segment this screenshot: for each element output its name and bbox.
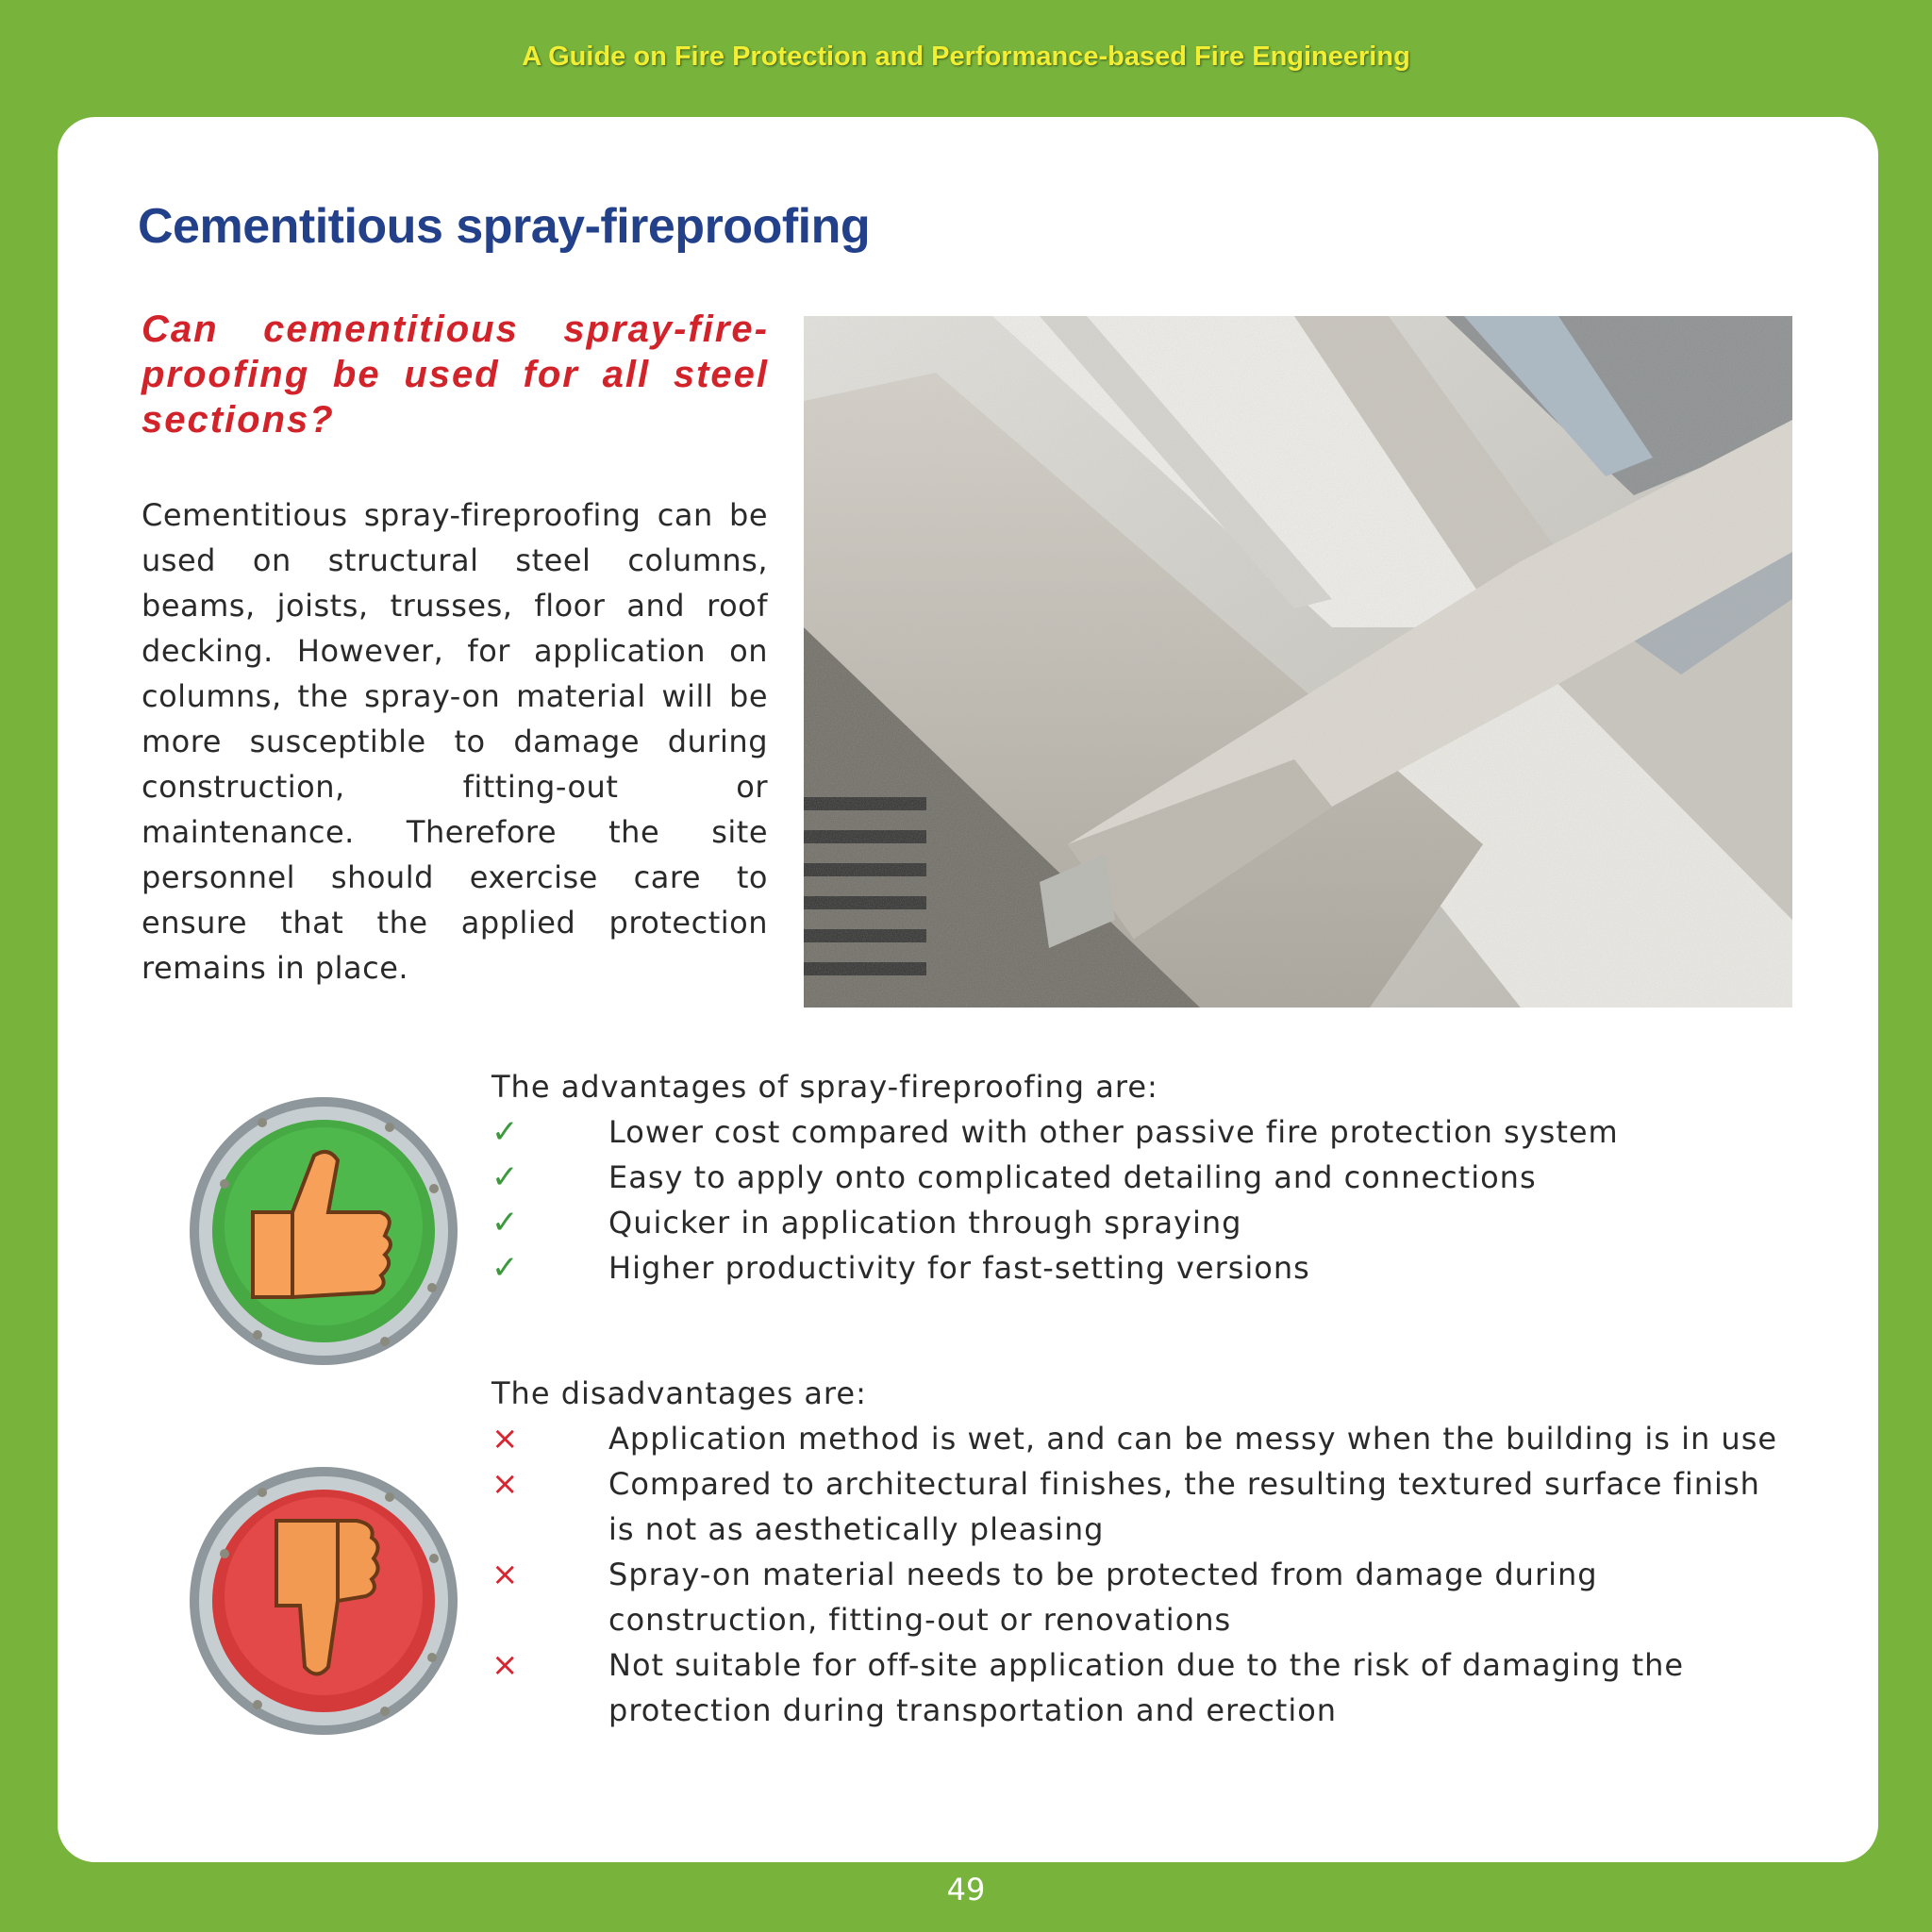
check-icon: ✓	[491, 1204, 520, 1241]
advantages-list	[491, 1109, 1792, 1291]
cross-icon: ×	[491, 1465, 520, 1503]
list-item	[491, 1109, 1792, 1155]
list-item	[491, 1245, 1792, 1291]
advantages-intro: The advantages of spray-fireproofing are:	[491, 1069, 1158, 1105]
page-number: 49	[946, 1872, 986, 1907]
cross-icon: ×	[491, 1646, 520, 1684]
advantage-text: Quicker in application through spraying	[608, 1205, 1242, 1241]
steel-beam-photo	[804, 316, 1792, 1008]
advantage-text: Higher productivity for fast-setting versions	[608, 1250, 1310, 1286]
list-item	[491, 1416, 1792, 1461]
disadvantage-text: Not suitable for off-site application due to the risk of damaging the protection during transportation and erection	[608, 1647, 1685, 1728]
check-icon: ✓	[491, 1113, 520, 1151]
advantage-text: Lower cost compared with other passive fire protection system	[608, 1114, 1619, 1150]
cross-icon: ×	[491, 1556, 520, 1593]
advantage-text: Easy to apply onto complicated detailing and connections	[608, 1159, 1537, 1195]
running-header: A Guide on Fire Protection and Performance-based Fire Engineering	[522, 42, 1410, 72]
list-item	[491, 1642, 1792, 1733]
disadvantages-list	[491, 1416, 1792, 1733]
thumbs-down-icon	[187, 1464, 460, 1738]
thumbs-up-icon	[187, 1094, 460, 1368]
list-item	[491, 1200, 1792, 1245]
cross-icon: ×	[491, 1420, 520, 1457]
disadvantage-text: Application method is wet, and can be messy when the building is in use	[608, 1421, 1778, 1457]
disadvantages-intro: The disadvantages are:	[491, 1375, 867, 1411]
check-icon: ✓	[491, 1158, 520, 1196]
list-item	[491, 1461, 1792, 1552]
page-title: Cementitious spray-fireproofing	[138, 199, 871, 254]
question-heading: Can cementitious spray-fire-proofing be used for all steel sections?	[142, 308, 769, 441]
check-icon: ✓	[491, 1249, 520, 1287]
list-item	[491, 1155, 1792, 1200]
disadvantage-text: Compared to architectural finishes, the resulting textured surface finish is not as aesthetically pleasing	[608, 1466, 1760, 1547]
list-item	[491, 1552, 1792, 1642]
body-paragraph: Cementitious spray-fireproofing can be used on structural steel columns, beams, joists, trusses, floor and roof decking. However, for application on columns, the spray-on material will be more susceptible to damage during construction, fitting-out or maintenance. Therefore the site personnel should exercise care to ensure that the applied protection remains in place.	[142, 497, 768, 986]
disadvantage-text: Spray-on material needs to be protected from damage during construction, fitting-out or renovations	[608, 1557, 1598, 1638]
